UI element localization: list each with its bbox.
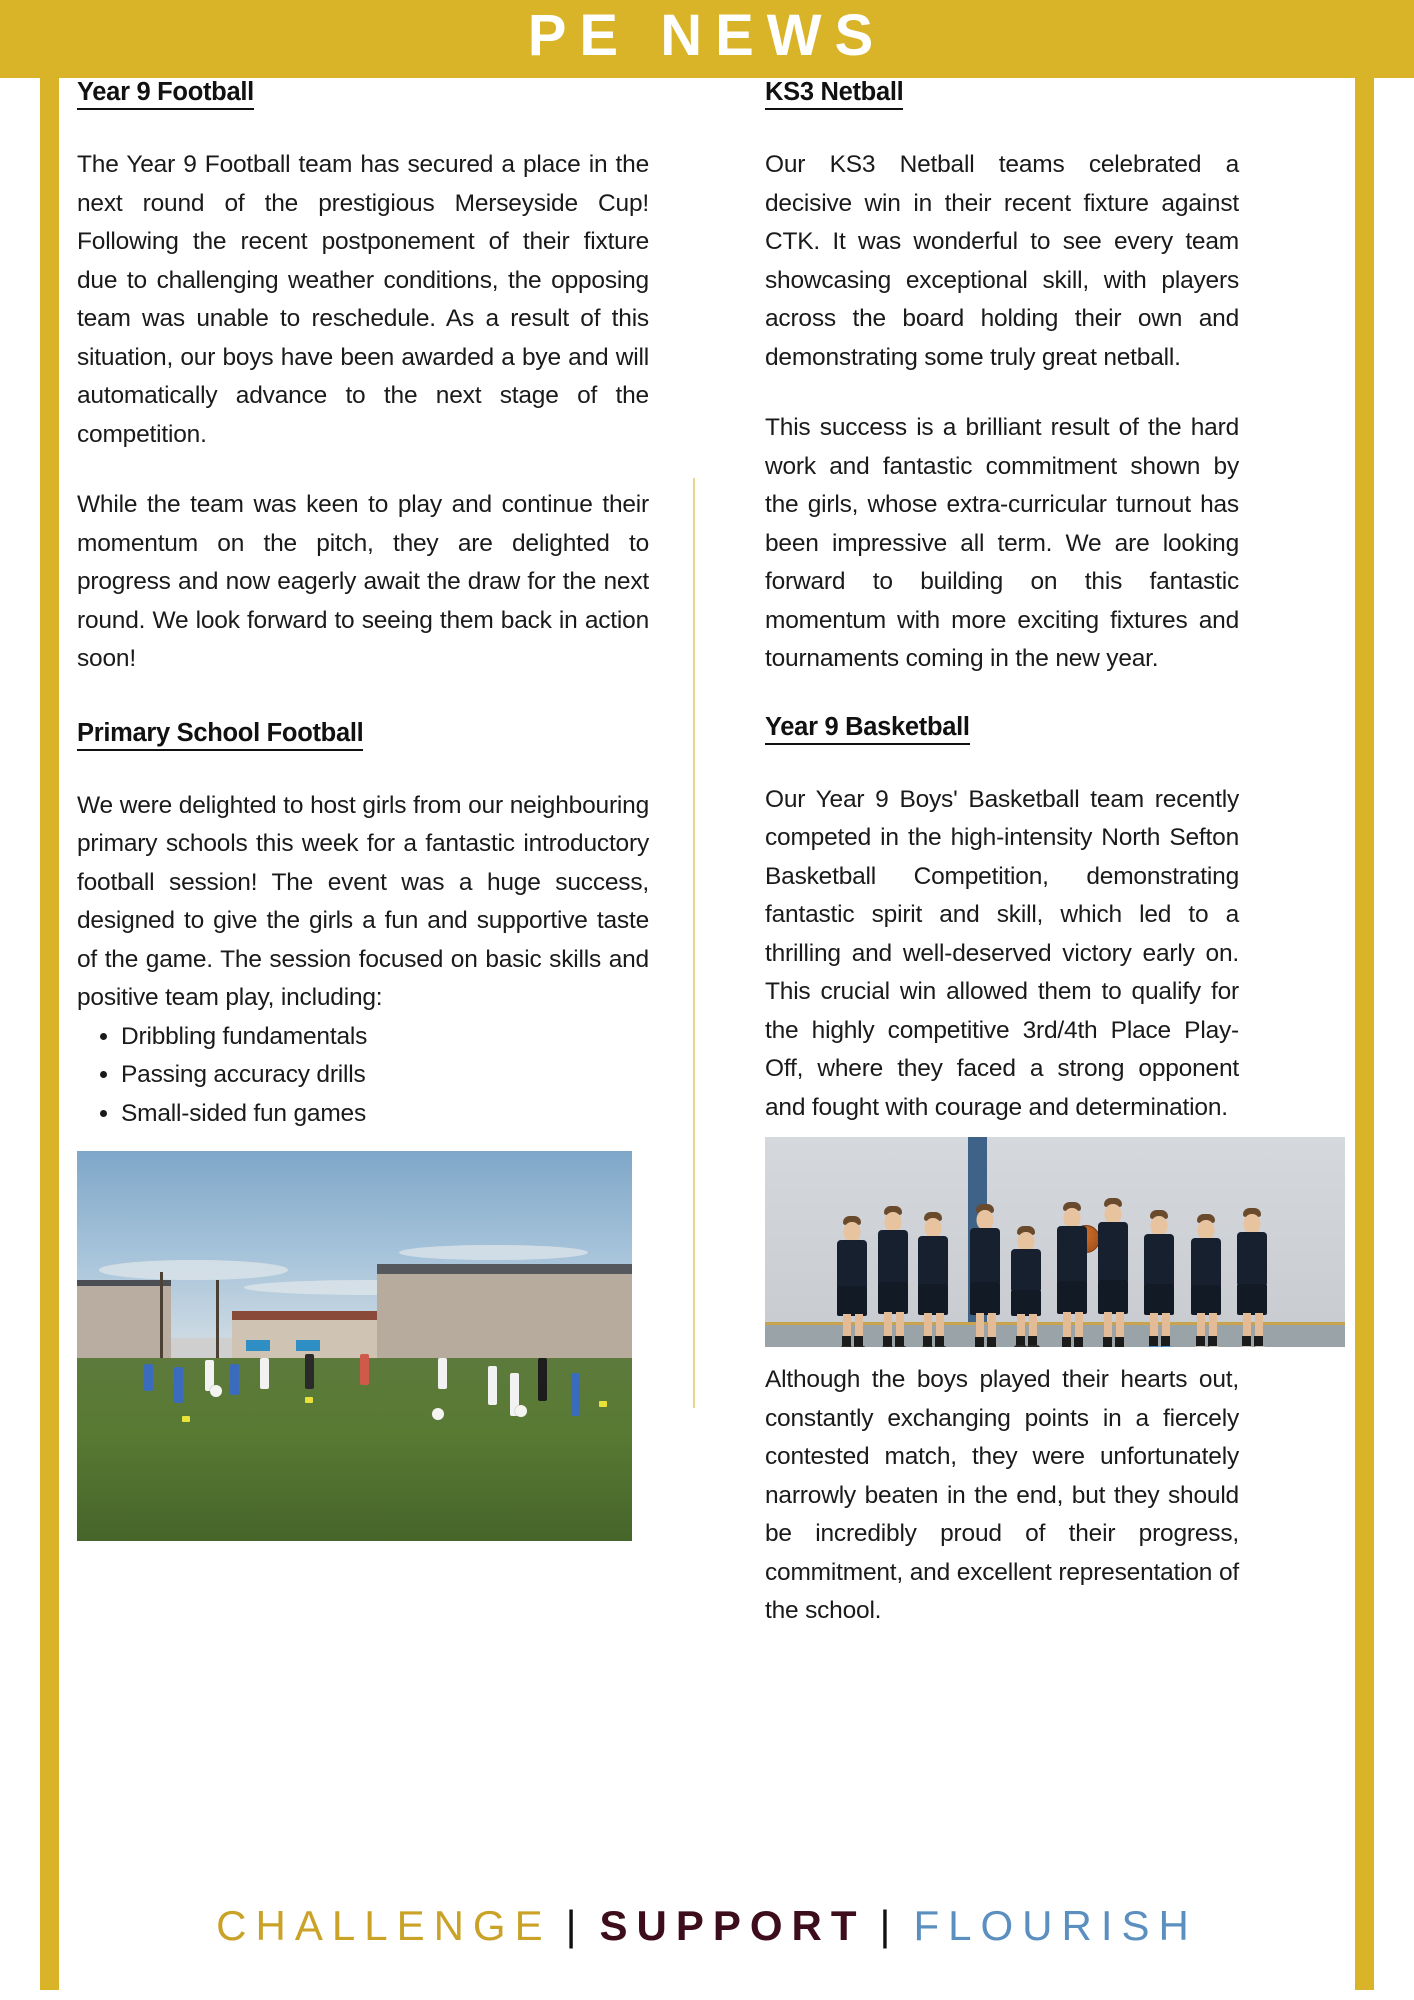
photo-window <box>296 1340 319 1351</box>
photo-player <box>538 1358 547 1401</box>
heading-primary-school-football: Primary School Football <box>77 719 363 751</box>
photo-tree <box>216 1280 219 1362</box>
list-primary-football-skills <box>77 1018 649 1134</box>
footer-flourish: FLOURISH <box>913 1902 1198 1949</box>
spacer <box>77 679 649 719</box>
photo-grass <box>77 1358 632 1541</box>
photo-ball <box>515 1405 527 1417</box>
photo-year9-basketball-team <box>765 1137 1345 1347</box>
footer-support: SUPPORT <box>599 1902 866 1949</box>
right-border-stripe <box>1355 78 1374 1990</box>
paragraph-year9-basketball-1: Our Year 9 Boys' Basketball team recently competed in the high-intensity North Sefton Basketball Competition, demonstrating fantastic spirit and skill, which led to a thrilling and well-deserved victory early on. This crucial win allowed them to qualify for the highly competitive 3rd/4th Place Play-Off, where they faced a strong opponent and fought with courage and determination. <box>765 785 1239 1121</box>
photo-cone <box>182 1416 190 1422</box>
left-border-stripe <box>40 78 59 1990</box>
photo-tree <box>160 1272 163 1362</box>
photo-window <box>246 1340 269 1351</box>
photo-player <box>144 1364 153 1391</box>
page-title: PE NEWS <box>527 3 887 68</box>
spacer <box>765 679 1239 713</box>
heading-wrap-year9-football <box>77 78 649 118</box>
header-bar <box>0 0 1414 78</box>
paragraph-year9-football-2: While the team was keen to play and continue their momentum on the pitch, they are delighted to progress and now eagerly await the draw for the next round. We look forward to seeing them back in action soon! <box>77 491 649 672</box>
photo-player <box>438 1358 447 1389</box>
paragraph-year9-football-1: The Year 9 Football team has secured a place in the next round of the prestigious Merseyside Cup! Following the recent postponement of their fixture due to challenging weather conditions, the opposing team was unable to reschedule. As a result of this situation, our boys have been awarded a bye and will automatically advance to the next stage of the competition. <box>77 151 649 448</box>
footer-challenge: CHALLENGE <box>216 1902 552 1949</box>
two-column-layout <box>59 78 1355 1631</box>
photo-player <box>305 1354 314 1389</box>
photo-player <box>571 1373 580 1416</box>
content-area <box>59 78 1355 2000</box>
footer-separator-1: | <box>565 1902 586 1949</box>
heading-year-9-basketball: Year 9 Basketball <box>765 713 970 745</box>
heading-wrap-year9-basketball <box>765 713 1239 753</box>
footer-tagline <box>59 1902 1355 1950</box>
paragraph-ks3-netball-2: This success is a brilliant result of the hard work and fantastic commitment shown by the girls, whose extra-curricular turnout has been impressive all term. We are looking forward to building on this fantastic momentum with more exciting fixtures and tournaments coming in the new year. <box>765 414 1239 672</box>
photo-player <box>488 1366 497 1405</box>
paragraph-primary-football-1: We were delighted to host girls from our neighbouring primary schools this week for a fantastic introductory football session! The event was a huge success, designed to give the girls a fun and supportive taste of the game. The session focused on basic skills and positive team play, including: <box>77 791 649 1011</box>
footer-separator-2: | <box>879 1902 900 1949</box>
paragraph-ks3-netball-1: Our KS3 Netball teams celebrated a decisive win in their recent fixture against CTK. It was wonderful to see every team showcasing exceptional skill, with players across the board holding their own and demonstrating some truly great netball. <box>765 151 1239 371</box>
photo-cloud <box>399 1245 588 1261</box>
photo-player <box>360 1354 369 1385</box>
photo-player <box>230 1364 239 1395</box>
left-column <box>59 78 649 1631</box>
photo-cloud <box>99 1260 288 1280</box>
paragraph-year9-basketball-2: Although the boys played their hearts out, constantly exchanging points in a fiercely contested match, they were unfortunately narrowly beaten in the end, but they should be incredibly proud of their progress, commitment, and excellent representation of the school. <box>765 1366 1239 1624</box>
photo-cone <box>599 1401 607 1407</box>
list-item: • Small-sided fun games <box>121 1095 649 1134</box>
heading-wrap-primary-football <box>77 719 649 759</box>
photo-player <box>174 1367 183 1402</box>
heading-wrap-ks3-netball <box>765 78 1239 118</box>
photo-cone <box>305 1397 313 1403</box>
list-item: • Passing accuracy drills <box>121 1056 649 1095</box>
heading-year-9-football: Year 9 Football <box>77 78 254 110</box>
heading-ks3-netball: KS3 Netball <box>765 78 903 110</box>
photo-primary-school-football <box>77 1151 632 1541</box>
photo-player <box>260 1358 269 1389</box>
list-item: • Dribbling fundamentals <box>121 1018 649 1057</box>
right-column <box>649 78 1239 1631</box>
